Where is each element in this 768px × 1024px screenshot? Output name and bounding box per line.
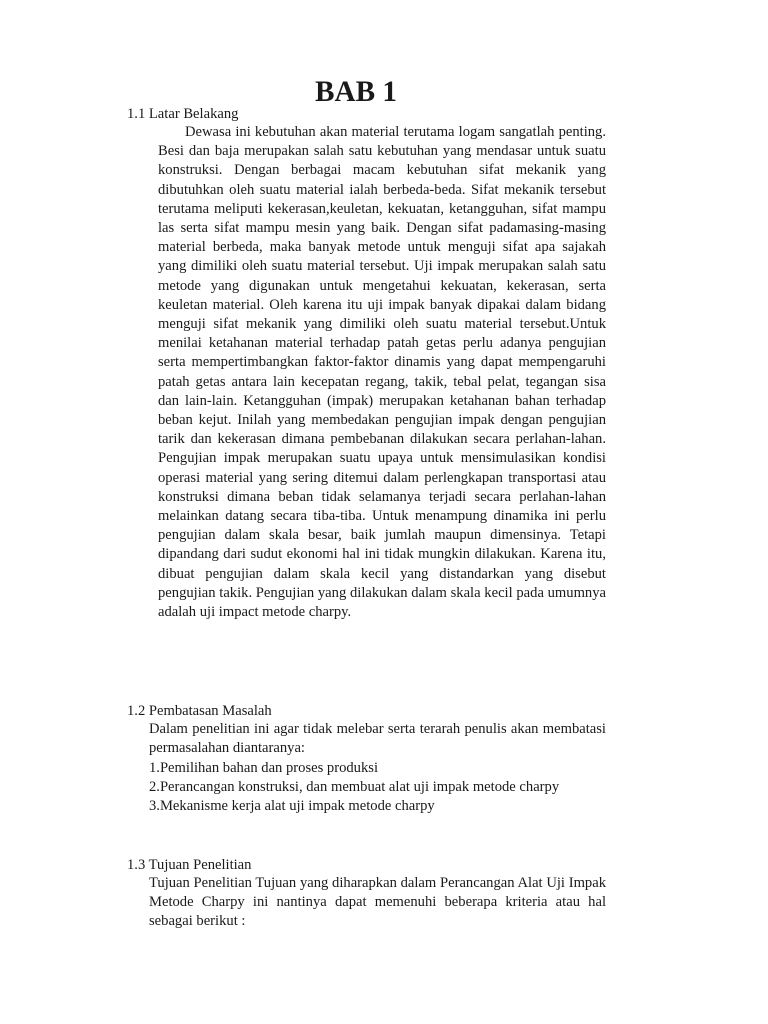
pembatasan-masalah-list	[149, 759, 559, 817]
section-heading-latar-belakang: 1.1 Latar Belakang	[127, 106, 239, 122]
section-heading-pembatasan-masalah: 1.2 Pembatasan Masalah	[127, 703, 272, 719]
paragraph-latar-belakang: Dewasa ini kebutuhan akan material terutama logam sangatlah penting. Besi dan baja merupakan salah satu kebutuhan yang mendasar untuk suatu konstruksi. Dengan berbagai macam kebutuhan sifat mekanik yang dibutuhkan oleh suatu material ialah berbeda-beda. Sifat mekanik tersebut terutama meliputi kekerasan,keuletan, kekuatan, ketangguhan, sifat mampu las serta sifat mampu mesin yang baik. Dengan sifat padamasing-masing material berbeda, maka banyak metode untuk menguji sifat apa sajakah yang dimiliki oleh suatu material tersebut. Uji impak merupakan salah satu metode yang digunakan untuk mengetahui kekuatan, kekerasan, serta keuletan material. Oleh karena itu uji impak banyak dipakai dalam bidang menguji sifat mekanik yang dimiliki oleh suatu material tersebut.Untuk menilai ketahanan material terhadap patah getas perlu adanya pengujian serta mempertimbangkan faktor-faktor dinamis yang dapat mempengaruhi patah getas antara lain kecepatan regang, takik, tebal pelat, tegangan sisa dan lain-lain. Ketangguhan (impak) merupakan ketahanan bahan terhadap beban kejut. Inilah yang membedakan pengujian impak dengan pengujian tarik dan kekerasan dimana pembebanan dilakukan secara perlahan-lahan. Pengujian impak merupakan suatu upaya untuk mensimulasikan kondisi operasi material yang sering ditemui dalam perlengkapan transportasi atau konstruksi dimana beban tidak selamanya terjadi secara perlahan-lahan melainkan datang secara tiba-tiba. Untuk menampung dinamika ini perlu pengujian dalam skala besar, baik jumlah maupun dimensinya. Tetapi dipandang dari sudut ekonomi hal ini tidak mungkin dilakukan. Karena itu, dibuat pengujian dalam skala kecil yang distandarkan yang disebut pengujian takik. Pengujian yang dilakukan dalam skala kecil pada umumnya adalah uji impact metode charpy.	[158, 124, 606, 621]
list-item: 3.Mekanisme kerja alat uji impak metode charpy	[149, 798, 435, 815]
chapter-title: BAB 1	[315, 76, 397, 108]
paragraph-pembatasan-masalah: Dalam penelitian ini agar tidak melebar serta terarah penulis akan membatasi permasalahan diantaranya:	[149, 721, 606, 757]
list-item: 1.Pemilihan bahan dan proses produksi	[149, 760, 379, 776]
section-heading-tujuan-penelitian: 1.3 Tujuan Penelitian	[127, 857, 252, 873]
list-item: 2.Perancangan konstruksi, dan membuat alat uji impak metode charpy	[149, 779, 560, 796]
paragraph-tujuan-penelitian: Tujuan Penelitian Tujuan yang diharapkan dalam Perancangan Alat Uji Impak Metode Charpy ini nantinya dapat memenuhi beberapa kriteria atau hal sebagai berikut :	[149, 875, 606, 930]
